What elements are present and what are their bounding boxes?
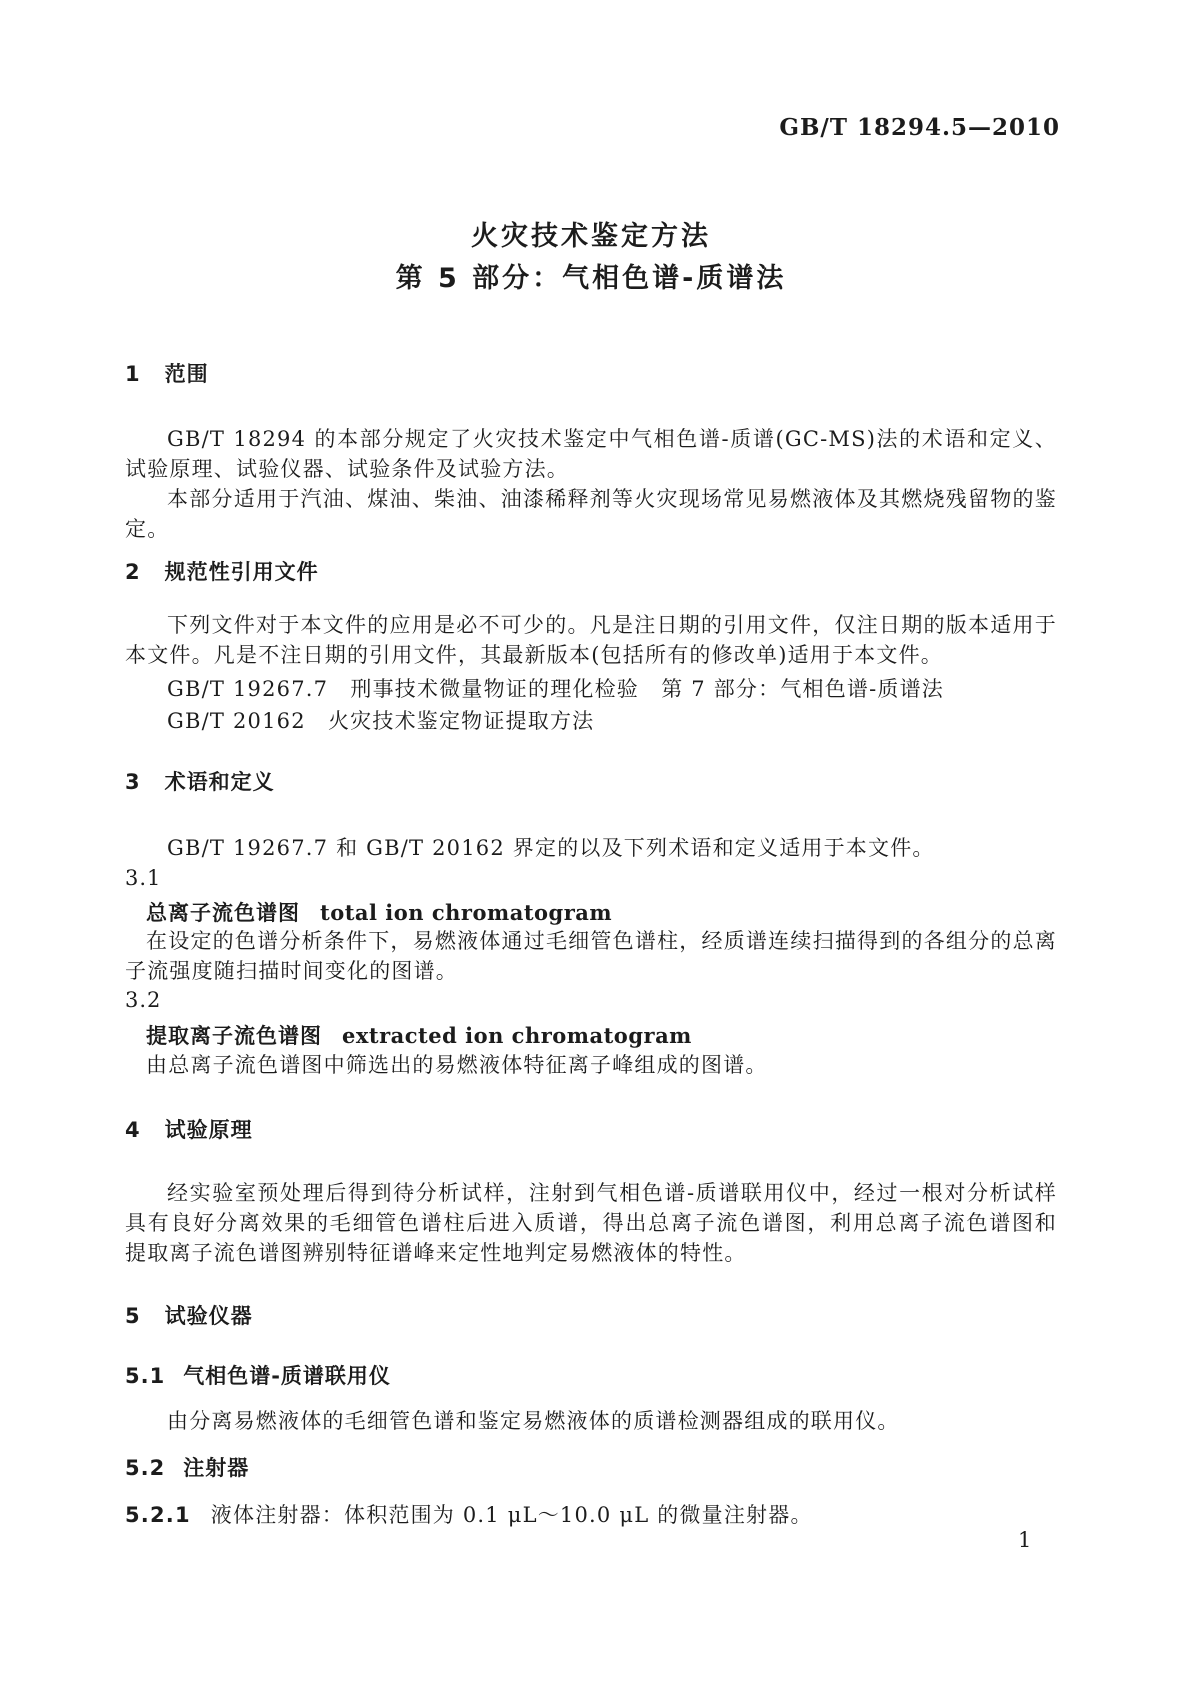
clause-5-heading [125, 1300, 1057, 1330]
clause-2-heading [125, 556, 1057, 586]
clause-4-body [125, 1178, 1057, 1268]
term-3-1-definition-text: 在设定的色谱分析条件下，易燃液体通过毛细管色谱柱，经质谱连续扫描得到的各组分的总离子流强度随扫描时间变化的图谱。 [125, 929, 1057, 983]
reference-gbt-20162: GB/T 20162 火灾技术鉴定物证提取方法 [167, 709, 595, 733]
doc-title [125, 216, 1057, 300]
clause-1-number: 1 [125, 362, 141, 386]
clause-5-2-1-line [125, 1500, 1057, 1530]
term-3-1-number: 3.1 [125, 866, 162, 890]
clause-5-label: 试验仪器 [164, 1304, 253, 1328]
term-3-2-chinese: 提取离子流色谱图 [146, 1024, 322, 1048]
page-number: 1 [1018, 1528, 1032, 1552]
clause-5-2-label: 注射器 [183, 1456, 250, 1480]
term-3-1-english: total ion chromatogram [320, 900, 613, 925]
clause-5-2-1 [125, 1500, 1057, 1530]
term-3-2-english: extracted ion chromatogram [342, 1023, 692, 1048]
term-3-1-heading [146, 897, 1057, 927]
term-3-1-chinese: 总离子流色谱图 [146, 901, 300, 925]
clause-3-label: 术语和定义 [164, 770, 275, 794]
clause-2-label: 规范性引用文件 [164, 560, 319, 584]
doc-number: GB/T 18294.5—2010 [779, 114, 1060, 141]
clause-5-1-body [125, 1406, 1057, 1436]
clause-1-body [125, 424, 1057, 544]
clause-5-1-number: 5.1 [125, 1364, 166, 1388]
clause-1-label: 范围 [164, 362, 209, 386]
clause-3-intro-text: GB/T 19267.7 和 GB/T 20162 界定的以及下列术语和定义适用于本文件。 [167, 836, 935, 860]
clause-2-reference-1 [125, 674, 1057, 704]
clause-4-number: 4 [125, 1118, 141, 1142]
term-3-2-definition-text: 由总离子流色谱图中筛选出的易燃液体特征离子峰组成的图谱。 [146, 1053, 768, 1077]
reference-gbt-19267: GB/T 19267.7 刑事技术微量物证的理化检验 第 7 部分：气相色谱-质谱法 [167, 677, 945, 701]
term-3-2-number: 3.2 [125, 988, 162, 1012]
term-3-2-heading [146, 1020, 1057, 1050]
clause-5-1-heading [125, 1360, 1057, 1390]
clause-5-1-label: 气相色谱-质谱联用仪 [183, 1364, 391, 1388]
doc-title-line1: 火灾技术鉴定方法 [471, 221, 711, 252]
clause-5-2-1-number: 5.2.1 [125, 1503, 191, 1527]
clause-5-1-paragraph-1: 由分离易燃液体的毛细管色谱和鉴定易燃液体的质谱检测器组成的联用仪。 [167, 1409, 900, 1433]
clause-2-reference-2 [125, 706, 1057, 736]
clause-4-label: 试验原理 [164, 1118, 253, 1142]
clause-1-paragraph-1: GB/T 18294 的本部分规定了火灾技术鉴定中气相色谱-质谱(GC-MS)法的术语和定义、试验原理、试验仪器、试验条件及试验方法。 [125, 427, 1057, 481]
clause-5-2-1-text: 液体注射器：体积范围为 0.1 μL～10.0 μL 的微量注射器。 [210, 1503, 813, 1527]
clause-1-heading [125, 358, 1057, 388]
clause-4-heading [125, 1114, 1057, 1144]
clause-3-intro [125, 833, 1057, 863]
term-3-1-definition [125, 926, 1057, 986]
clause-5-number: 5 [125, 1304, 141, 1328]
clause-1-paragraph-2: 本部分适用于汽油、煤油、柴油、油漆稀释剂等火灾现场常见易燃液体及其燃烧残留物的鉴定。 [125, 487, 1057, 541]
term-3-2-definition [125, 1050, 1057, 1080]
clause-3-number: 3 [125, 770, 141, 794]
clause-2-paragraph-1: 下列文件对于本文件的应用是必不可少的。凡是注日期的引用文件，仅注日期的版本适用于本文件。凡是不注日期的引用文件，其最新版本(包括所有的修改单)适用于本文件。 [125, 613, 1057, 667]
clause-5-2-heading [125, 1452, 1057, 1482]
clause-3-heading [125, 766, 1057, 796]
clause-4-paragraph-1: 经实验室预处理后得到待分析试样，注射到气相色谱-质谱联用仪中，经过一根对分析试样具有良好分离效果的毛细管色谱柱后进入质谱，得出总离子流色谱图，利用总离子流色谱图和提取离子流色谱图辨别特征谱峰来定性地判定易燃液体的特性。 [125, 1181, 1057, 1265]
doc-title-line2: 第 5 部分：气相色谱-质谱法 [395, 263, 787, 294]
clause-2-body [125, 610, 1057, 670]
clause-2-number: 2 [125, 560, 141, 584]
clause-5-2-number: 5.2 [125, 1456, 166, 1480]
